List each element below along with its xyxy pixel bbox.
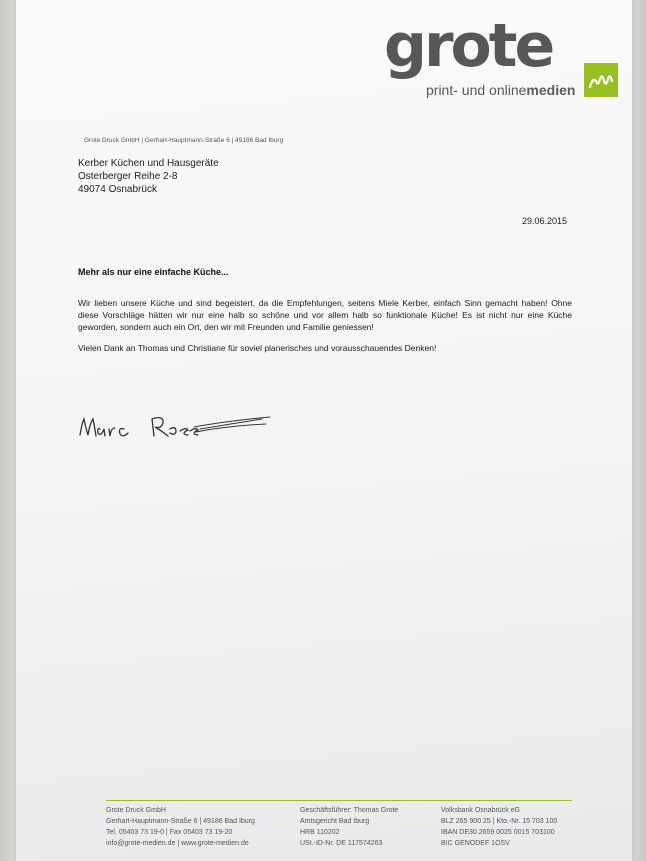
letter-body-paragraph-2: Vielen Dank an Thomas und Christiane für soviel planerisches und vorausschauendes Denken! <box>78 343 437 353</box>
recipient-street: Osterberger Reihe 2-8 <box>78 171 178 182</box>
footer-managing-director: Geschäftsführer: Thomas Grote <box>300 807 399 814</box>
footer-company-web: info@grote-medien.de | www.grote-medien.de <box>106 840 249 847</box>
footer-vat-id: USt.-ID-Nr. DE 117574263 <box>300 840 383 847</box>
letter-body-paragraph-1: Wir lieben unsere Küche und sind begeistert, da die Empfehlungen, seitens Miele Kerber, einfach Sinn gemacht haben! Ohne diese Vorschläge hätten wir nur eine halb so schöne und vor allem halb so funktionale Küche! Es ist nicht nur eine Küche geworden, sondern auch ein Ort, den wir mit Freunden und Familie geniessen! <box>78 298 572 332</box>
recipient-name: Kerber Küchen und Hausgeräte <box>78 158 219 169</box>
recipient-address <box>78 157 219 196</box>
footer-registry-number: HRB 110202 <box>300 829 340 836</box>
sender-address-line: Grote Druck GmbH | Gerhart-Hauptmann-Straße 6 | 49186 Bad Iburg <box>84 137 284 144</box>
footer-company-info <box>106 805 255 849</box>
footer-company-phone: Tel. 05403 73 19-0 | Fax 05403 73 19-20 <box>106 829 233 836</box>
footer-divider <box>106 800 572 801</box>
footer-company-address: Gerhart-Hauptmann-Straße 6 | 49186 Bad Iburg <box>106 818 255 825</box>
letter-date: 29.06.2015 <box>522 216 568 226</box>
footer-bank-info <box>441 805 557 849</box>
footer-bank-iban: IBAN DE30 2659 0025 0015 703100 <box>441 829 555 836</box>
recipient-city: 49074 Osnabrück <box>78 184 157 195</box>
footer-legal-info <box>300 805 398 849</box>
logo-tagline <box>426 82 575 98</box>
footer-company-name: Grote Druck GmbH <box>106 807 166 814</box>
footer-bank-bic: BIC GENODEF 1OSV <box>441 840 510 847</box>
logo-wordmark: grote <box>384 11 553 81</box>
footer-court: Amtsgericht Bad Iburg <box>300 818 370 825</box>
company-logo <box>384 11 624 104</box>
footer-bank-account: BLZ 265 900 25 | Kto.-Nr. 15 703 100 <box>441 818 558 825</box>
logo-tagline-main: print- und online <box>426 82 527 98</box>
logo-tagline-accent: medien <box>526 82 576 98</box>
logo-mark-icon <box>584 63 618 97</box>
footer-bank-name: Volksbank Osnabrück eG <box>441 807 520 814</box>
letter-subject: Mehr als nur eine einfache Küche... <box>78 267 229 277</box>
letter-page <box>16 0 632 861</box>
handwritten-signature <box>76 405 276 445</box>
